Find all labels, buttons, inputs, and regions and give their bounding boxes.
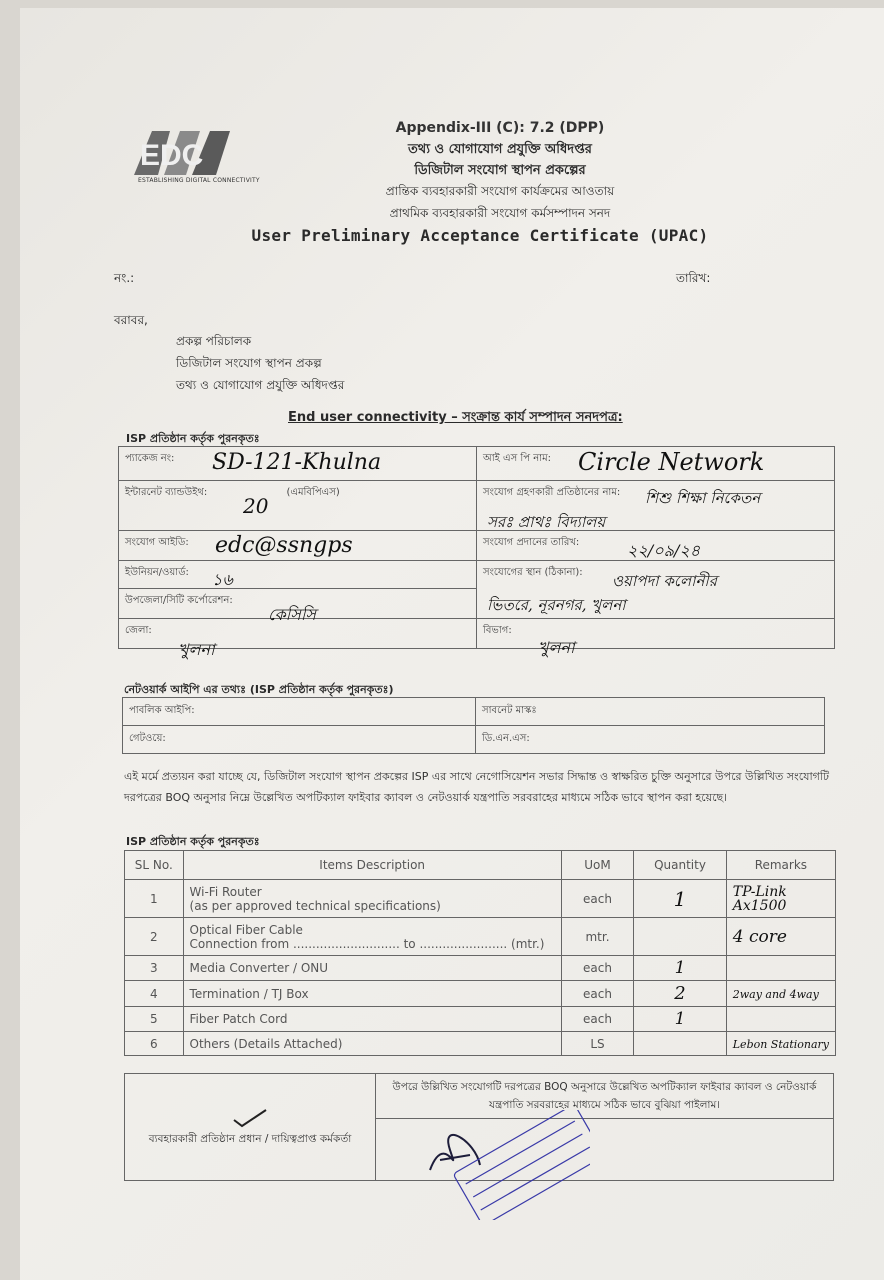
address-to: বরাবর,	[114, 313, 148, 327]
row-sl: 6	[125, 1032, 184, 1056]
acknowledgement-text: উপরে উল্লিখিত সংযোগটি দরপত্রের BOQ অনুসারে উল্লেখিত অপটিক্যাল ফাইবার ক্যাবল ও নেটওয়ার্ক যন্ত্রপাতি সরবরাহের মাধ্যমে সঠিক ভাবে বুঝিয়া পাইলাম।	[376, 1074, 834, 1119]
table-row	[125, 1007, 836, 1032]
project-name: ডিজিটাল সংযোগ স্থাপন প্রকল্পের	[414, 163, 586, 178]
bandwidth-cell	[119, 481, 477, 531]
number-label: নং.:	[114, 271, 135, 285]
col-uom: UoM	[561, 851, 633, 880]
dns-cell	[476, 726, 825, 754]
boq-title: ISP প্রতিষ্ঠান কর্তৃক পুরনকৃতঃ	[126, 835, 260, 848]
row-qty-value: 1	[674, 958, 686, 978]
row-desc	[183, 880, 561, 918]
user-signature-cell	[125, 1074, 376, 1181]
row-remarks-value: 2way and 4way	[732, 987, 819, 1001]
network-info-table	[122, 697, 825, 754]
row-qty	[634, 1007, 727, 1032]
edc-logo	[130, 125, 260, 193]
row-uom: each	[561, 1007, 633, 1032]
row-uom: each	[561, 981, 633, 1007]
row-uom: mtr.	[561, 918, 633, 956]
row-remarks-value: TP-Link Ax1500	[732, 883, 787, 914]
isp-filled-label: ISP প্রতিষ্ঠান কর্তৃক পুরনকৃতঃ	[126, 432, 260, 445]
location-value-2: ভিতরে, নূরনগর, খুলনা	[487, 596, 626, 614]
table-row	[125, 956, 836, 981]
row-remarks-value: Lebon Stationary	[732, 1037, 829, 1051]
row-qty-value: 1	[674, 1009, 686, 1029]
row-desc: Termination / TJ Box	[183, 981, 561, 1007]
subnet-label: সাবনেট মাস্কঃ	[482, 705, 537, 716]
row-qty	[634, 918, 727, 956]
bandwidth-label: ইন্টারনেট ব্যান্ডউইথ:	[125, 487, 208, 498]
col-quantity: Quantity	[634, 851, 727, 880]
row-remarks	[726, 1007, 835, 1032]
col-sl: SL No.	[125, 851, 184, 880]
row-qty	[634, 880, 727, 918]
recipient-value-2: সরঃ প্রাথঃ বিদ্যালয়	[487, 513, 606, 531]
table-row	[125, 1032, 836, 1056]
row-qty-value: 2	[674, 983, 686, 1004]
public-ip-cell	[123, 698, 476, 726]
row-desc-main: Optical Fiber Cable	[189, 922, 303, 937]
division-label: বিভাগ:	[483, 625, 512, 636]
union-cell	[119, 561, 477, 589]
recipient-label: সংযোগ গ্রহণকারী প্রতিষ্ঠানের নাম:	[483, 487, 621, 498]
table-row	[125, 918, 836, 956]
row-sl: 4	[125, 981, 184, 1007]
address-line-1: প্রকল্প পরিচালক	[176, 334, 252, 348]
connection-id-label: সংযোগ আইডি:	[125, 537, 189, 548]
package-label: প্যাকেজ নং:	[125, 453, 175, 464]
certificate-title-bn: প্রাথমিক ব্যবহারকারী সংযোগ কর্মসম্পাদন সনদ	[389, 206, 611, 220]
package-value: SD-121-Khulna	[212, 450, 382, 475]
logo-tagline: ESTABLISHING DIGITAL CONNECTIVITY	[138, 177, 260, 184]
upazila-value: কেসিসি	[268, 605, 316, 624]
district-value: খুলনা	[178, 640, 215, 659]
row-remarks	[726, 956, 835, 981]
network-info-title: নেটওয়ার্ক আইপি এর তথ্যঃ (ISP প্রতিষ্ঠান কর্তৃক পুরনকৃতঃ)	[124, 683, 394, 696]
svg-text:EDC: EDC	[140, 139, 204, 172]
bandwidth-value: 20	[243, 494, 269, 518]
row-desc: Fiber Patch Cord	[183, 1007, 561, 1032]
row-remarks	[726, 918, 835, 956]
row-sl: 5	[125, 1007, 184, 1032]
declaration-text: এই মর্মে প্রত্যয়ন করা যাচ্ছে যে, ডিজিটাল সংযোগ স্থাপন প্রকল্পের ISP এর সাথে নেগোসিয়েশন সভার সিদ্ধান্ত ও স্বাক্ষরিত চুক্তি অনুসারে উপরে উল্লিখিত সংযোগটি দরপত্রের BOQ অনুসার নিম্নে উল্লেখিত অপটিক্যাল ফাইবার ক্যাবল ও নেটওয়ার্ক যন্ত্রপাতি সরবরাহের মাধ্যমে সঠিক ভাবে স্থাপন করা হয়েছে।	[124, 770, 830, 804]
row-sl: 3	[125, 956, 184, 981]
date-label: তারিখ:	[676, 271, 711, 285]
upazila-label: উপজেলা/সিটি কর্পোরেশন:	[125, 595, 233, 606]
division-cell	[477, 619, 835, 649]
department-name: তথ্য ও যোগাযোগ প্রযুক্তি অধিদপ্তর	[408, 142, 592, 157]
location-label: সংযোগের স্থান (ঠিকানা):	[483, 567, 583, 578]
public-ip-label: পাবলিক আইপি:	[129, 705, 195, 716]
location-value-1: ওয়াপদা কলোনীর	[612, 572, 717, 590]
row-desc-sub: (as per approved technical specifications)	[189, 898, 441, 913]
dns-label: ডি.এন.এস:	[482, 733, 530, 744]
user-signature-label: ব্যবহারকারী প্রতিষ্ঠান প্রধান / দায়িত্বপ্রাপ্ত কর্মকর্তা	[148, 1132, 352, 1145]
isp-value: Circle Network	[578, 448, 765, 476]
row-remarks-value: 4 core	[732, 926, 787, 947]
row-uom: each	[561, 956, 633, 981]
row-desc	[183, 918, 561, 956]
row-remarks	[726, 981, 835, 1007]
subject-line: End user connectivity – সংক্রান্ত কার্য সম্পাদন সনদপত্র:	[288, 410, 623, 425]
union-label: ইউনিয়ন/ওয়ার্ড:	[125, 567, 189, 578]
connection-id-value: edc@ssngps	[215, 533, 353, 558]
table-row	[125, 981, 836, 1007]
subnet-cell	[476, 698, 825, 726]
certificate-title-en: User Preliminary Acceptance Certificate (UPAC)	[251, 226, 709, 245]
row-qty	[634, 956, 727, 981]
row-sl: 1	[125, 880, 184, 918]
gateway-label: গেটওয়ে:	[129, 733, 166, 744]
address-line-3: তথ্য ও যোগাযোগ প্রযুক্তি অধিদপ্তর	[176, 378, 345, 392]
bandwidth-unit: (এমবিপিএস)	[286, 487, 340, 498]
union-value: ১৬	[212, 570, 233, 589]
boq-header-row	[125, 851, 836, 880]
col-items: Items Description	[183, 851, 561, 880]
row-qty	[634, 1032, 727, 1056]
table-row	[125, 880, 836, 918]
gateway-cell	[123, 726, 476, 754]
connection-date-label: সংযোগ প্রদানের তারিখ:	[483, 537, 580, 548]
recipient-value-1: শিশু শিক্ষা নিকেতন	[645, 489, 761, 507]
row-remarks	[726, 1032, 835, 1056]
row-qty-value: 1	[673, 886, 687, 911]
district-label: জেলা:	[125, 625, 152, 636]
row-desc: Others (Details Attached)	[183, 1032, 561, 1056]
division-value: খুলনা	[538, 638, 575, 657]
row-remarks	[726, 880, 835, 918]
official-stamp-signature	[420, 1110, 590, 1220]
row-qty	[634, 981, 727, 1007]
col-remarks: Remarks	[726, 851, 835, 880]
boq-table	[124, 850, 836, 1056]
address-line-2: ডিজিটাল সংযোগ স্থাপন প্রকল্প	[176, 356, 322, 370]
connection-date-value: ২২/০৯/২৪	[627, 541, 701, 560]
program-line: প্রান্তিক ব্যবহারকারী সংযোগ কার্যক্রমের আওতায়	[385, 184, 615, 198]
row-desc-sub: Connection from ............................ to ....................... (mtr.)	[189, 936, 545, 951]
row-desc: Media Converter / ONU	[183, 956, 561, 981]
row-uom: each	[561, 880, 633, 918]
isp-label: আই এস পি নাম:	[483, 453, 552, 464]
row-sl: 2	[125, 918, 184, 956]
row-desc-main: Wi-Fi Router	[189, 884, 262, 899]
checkmark-icon	[230, 1106, 270, 1128]
appendix-line: Appendix-III (C): 7.2 (DPP)	[395, 120, 605, 136]
row-uom: LS	[561, 1032, 633, 1056]
